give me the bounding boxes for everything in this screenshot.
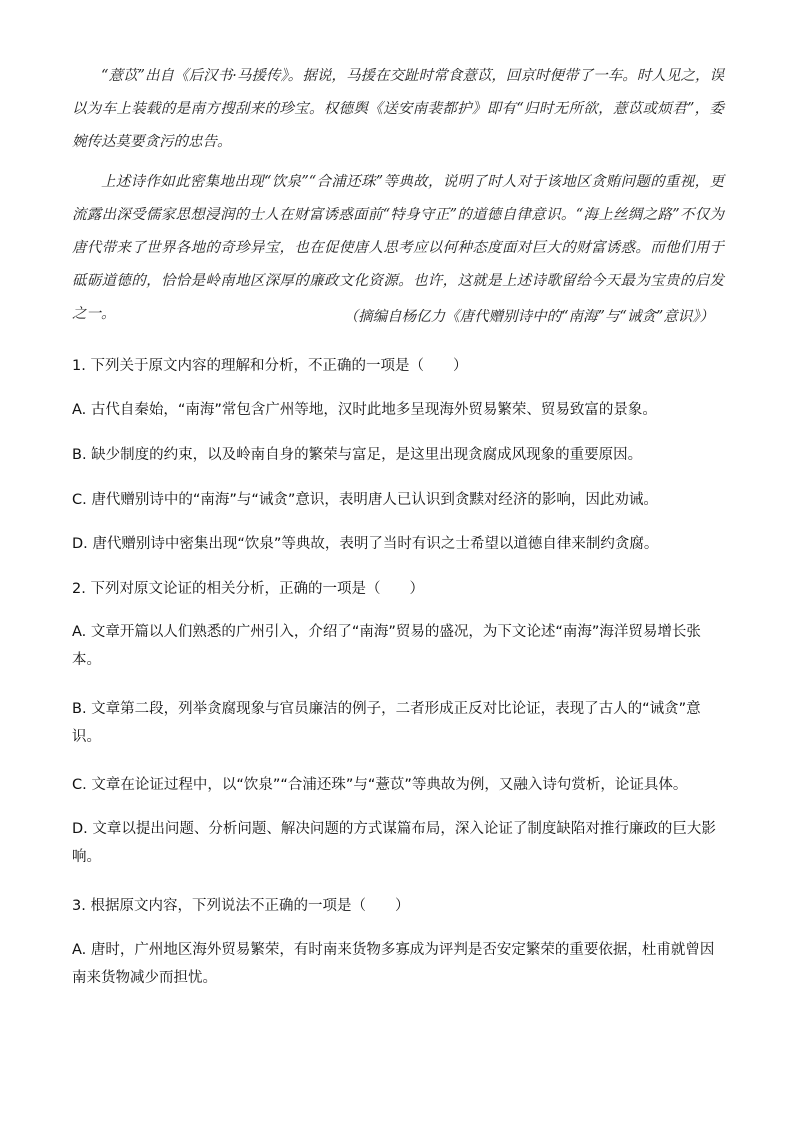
- question-2-option-c: [72, 771, 724, 799]
- passage-text: “薏苡”出自《后汉书·马援传》。据说，马援在交趾时常食薏苡，回京时便带了一车。时人见之，误以为车上装载的是南方搜刮来的珍宝。权德舆《送安南裴都护》即有“归时无所欲，薏苡或烦君”，委婉传达莫要贪污的忠告。: [72, 68, 724, 150]
- option-text: D. 文章以提出问题、分析问题、解决问题的方式谋篇布局，深入论证了制度缺陷对推行廉政的巨大影响。: [72, 821, 716, 865]
- option-text: A. 文章开篇以人们熟悉的广州引入，介绍了“南海”贸易的盛况，为下文论述“南海”海洋贸易增长张本。: [72, 624, 701, 668]
- passage-text: 上述诗作如此密集地出现“饮泉”“合浦还珠”等典故，说明了时人对于该地区贪贿问题的重视，更流露出深受儒家思想浸润的士人在财富诱惑面前“特身守正”的道德自律意识。“海上丝绸之路”不仅为唐代带来了世界各地的奇珍异宝，也在促使唐人思考应以何种态度面对巨大的财富诱惑。而他们用于砥砺道德的，恰恰是岭南地区深厚的廉政文化资源。也许，这就是上述诗歌留给今天最为宝贵的启发之一。: [72, 174, 724, 322]
- option-text: B. 文章第二段，列举贪腐现象与官员廉洁的例子，二者形成正反对比论证，表现了古人的“诫贪”意识。: [72, 701, 701, 745]
- option-text: D. 唐代赠别诗中密集出现“饮泉”等典故，表明了当时有识之士希望以道德自律来制约贪腐。: [72, 536, 659, 552]
- question-stem: 3. 根据原文内容，下列说法不正确的一项是（ ）: [72, 898, 410, 914]
- question-1: [72, 352, 724, 380]
- question-3: [72, 892, 724, 920]
- option-text: C. 唐代赠别诗中的“南海”与“诫贪”意识，表明唐人已认识到贪黩对经济的影响，因此劝诫。: [72, 492, 658, 508]
- question-2-option-b: [72, 695, 724, 751]
- option-text: A. 唐时，广州地区海外贸易繁荣，有时南来货物多寡成为评判是否安定繁荣的重要依据，杜甫就曾因南来货物减少而担忧。: [72, 942, 715, 986]
- question-1-option-c: [72, 486, 724, 514]
- question-2-option-d: [72, 815, 724, 871]
- source-citation: （摘编自杨亿力《唐代赠别诗中的“南海”与“诫贪”意识》）: [343, 309, 714, 325]
- question-1-option-a: [72, 396, 724, 424]
- question-2-option-a: [72, 618, 724, 674]
- option-text: C. 文章在论证过程中，以“饮泉”“合浦还珠”与“薏苡”等典故为例，又融入诗句赏析，论证具体。: [72, 777, 688, 793]
- option-text: A. 古代自秦始，“南海”常包含广州等地，汉时此地多呈现海外贸易繁荣、贸易致富的景象。: [72, 402, 657, 418]
- question-3-option-a: [72, 936, 724, 992]
- question-1-option-b: [72, 441, 724, 469]
- option-text: B. 缺少制度的约束，以及岭南自身的繁荣与富足，是这里出现贪腐成风现象的重要原因。: [72, 447, 643, 463]
- question-1-option-d: [72, 530, 724, 558]
- question-2: [72, 575, 724, 603]
- passage-paragraph-1: [72, 60, 724, 159]
- question-stem: 2. 下列对原文论证的相关分析，正确的一项是（ ）: [72, 581, 424, 597]
- question-stem: 1. 下列关于原文内容的理解和分析，不正确的一项是（ ）: [72, 358, 468, 374]
